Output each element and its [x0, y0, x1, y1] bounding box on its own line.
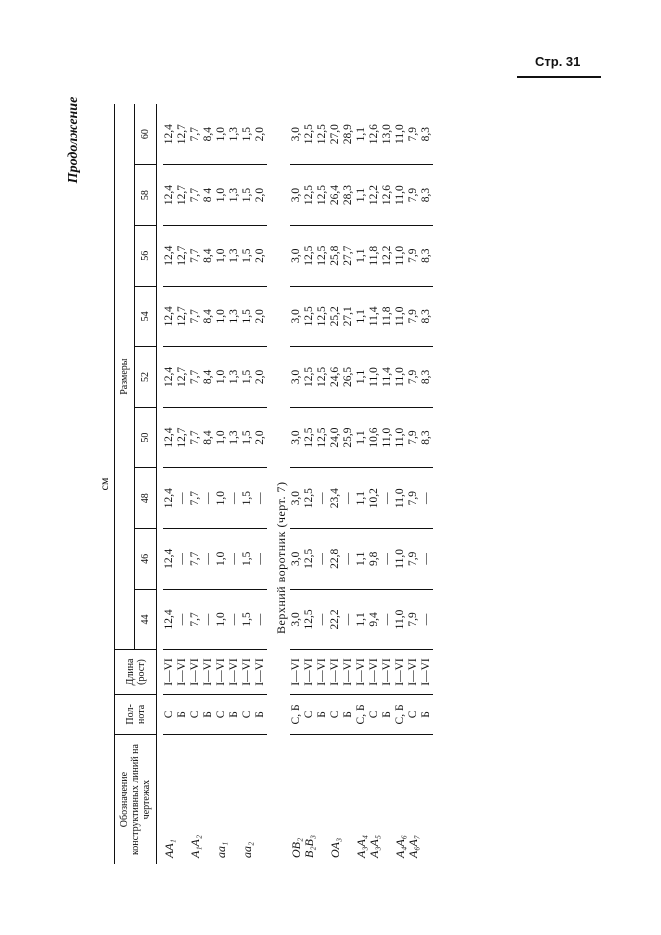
fullness-header: Пол-нота	[115, 694, 157, 734]
sizes-group-header: Размеры	[115, 104, 135, 650]
value-cell-size-52: 11,0	[368, 347, 381, 408]
table-row	[290, 104, 303, 864]
value-cell-size-52: 8,3	[420, 347, 433, 408]
value-cell-size-60: 1,1	[355, 104, 368, 165]
value-cell-size-56: 7,9	[407, 225, 420, 286]
table-body	[95, 104, 433, 864]
length-cell: I—VI	[189, 650, 202, 694]
fullness-cell: Б	[254, 694, 267, 734]
table-row	[303, 104, 316, 864]
value-cell-size-50: 24,0	[329, 407, 342, 468]
value-cell-size-54: 7,9	[407, 286, 420, 347]
value-cell-size-46: —	[202, 529, 215, 590]
value-cell-size-46: —	[176, 529, 189, 590]
value-cell-size-44: —	[254, 589, 267, 650]
value-cell-size-50: 12,4	[163, 407, 176, 468]
line-designation	[420, 735, 433, 864]
value-cell-size-54: 8,4	[202, 286, 215, 347]
length-header: Длина (рост)	[115, 650, 157, 694]
size-table	[95, 104, 433, 864]
value-cell-size-58: 1,0	[215, 165, 228, 226]
fullness-cell: Б	[176, 694, 189, 734]
value-cell-size-52: 12,4	[163, 347, 176, 408]
value-cell-size-56: 12,5	[316, 225, 329, 286]
value-cell-size-44: —	[316, 589, 329, 650]
value-cell-size-54: 11,8	[381, 286, 394, 347]
value-cell-size-56: 2,0	[254, 225, 267, 286]
value-cell-size-44: —	[420, 589, 433, 650]
table-row	[329, 104, 342, 864]
value-cell-size-58: 1,3	[228, 165, 241, 226]
value-cell-size-50: 7,9	[407, 407, 420, 468]
value-cell-size-48: 7,9	[407, 468, 420, 529]
value-cell-size-60: 11,0	[394, 104, 407, 165]
value-cell-size-50: 12,7	[176, 407, 189, 468]
table-row	[381, 104, 394, 864]
value-cell-size-44: 11,0	[394, 589, 407, 650]
value-cell-size-58: 8 4	[202, 165, 215, 226]
table-row	[202, 104, 215, 864]
table-row	[420, 104, 433, 864]
value-cell-size-60: 13,0	[381, 104, 394, 165]
value-cell-size-46: 1,0	[215, 529, 228, 590]
value-cell-size-54: 12,5	[316, 286, 329, 347]
value-cell-size-46: —	[316, 529, 329, 590]
value-cell-size-50: 8,4	[202, 407, 215, 468]
table-row	[215, 104, 228, 864]
value-cell-size-48: —	[381, 468, 394, 529]
value-cell-size-52: 1,5	[241, 347, 254, 408]
value-cell-size-44: 9,4	[368, 589, 381, 650]
value-cell-size-60: 12,5	[303, 104, 316, 165]
value-cell-size-50: 25,9	[342, 407, 355, 468]
length-cell: I—VI	[202, 650, 215, 694]
table-row	[163, 104, 176, 864]
length-cell: I—VI	[381, 650, 394, 694]
length-cell: I—VI	[368, 650, 381, 694]
page-number: Стр. 31	[535, 54, 581, 69]
table-row	[176, 104, 189, 864]
value-cell-size-54: 12,7	[176, 286, 189, 347]
value-cell-size-46: 11,0	[394, 529, 407, 590]
fullness-cell: С, Б	[355, 694, 368, 734]
value-cell-size-56: 1,3	[228, 225, 241, 286]
fullness-cell: Б	[202, 694, 215, 734]
value-cell-size-54: 1,1	[355, 286, 368, 347]
value-cell-size-58: 2,0	[254, 165, 267, 226]
value-cell-size-58: 28,3	[342, 165, 355, 226]
length-cell: I—VI	[254, 650, 267, 694]
value-cell-size-54: 12,5	[303, 286, 316, 347]
fullness-cell: Б	[228, 694, 241, 734]
value-cell-size-50: 12,5	[316, 407, 329, 468]
value-cell-size-54: 2,0	[254, 286, 267, 347]
value-cell-size-44: 1,5	[241, 589, 254, 650]
value-cell-size-48: 23,4	[329, 468, 342, 529]
value-cell-size-44: 7,9	[407, 589, 420, 650]
value-cell-size-46: 22,8	[329, 529, 342, 590]
value-cell-size-56: 27,7	[342, 225, 355, 286]
value-cell-size-50: 1,5	[241, 407, 254, 468]
value-cell-size-44: 1,0	[215, 589, 228, 650]
fullness-cell: С	[329, 694, 342, 734]
value-cell-size-52: 26,5	[342, 347, 355, 408]
size-header-48: 48	[134, 468, 156, 529]
value-cell-size-58: 12,6	[381, 165, 394, 226]
value-cell-size-60: 12,6	[368, 104, 381, 165]
value-cell-size-44: —	[202, 589, 215, 650]
value-cell-size-52: 2,0	[254, 347, 267, 408]
value-cell-size-60: 1,3	[228, 104, 241, 165]
table-row	[254, 104, 267, 864]
line-designation: A₁A₂	[188, 834, 202, 858]
length-cell: I—VI	[241, 650, 254, 694]
value-cell-size-54: 7,7	[189, 286, 202, 347]
value-cell-size-54: 27,1	[342, 286, 355, 347]
value-cell-size-60: 27,0	[329, 104, 342, 165]
value-cell-size-48: —	[228, 468, 241, 529]
value-cell-size-46: —	[420, 529, 433, 590]
line-designation: A₄A₆	[393, 834, 407, 858]
value-cell-size-46: 3,0	[290, 529, 303, 590]
fullness-cell: Б	[381, 694, 394, 734]
value-cell-size-50: 2,0	[254, 407, 267, 468]
value-cell-size-50: 3,0	[290, 407, 303, 468]
value-cell-size-48: 12,4	[163, 468, 176, 529]
value-cell-size-56: 3,0	[290, 225, 303, 286]
size-header-50: 50	[134, 407, 156, 468]
value-cell-size-46: —	[342, 529, 355, 590]
value-cell-size-60: 12,5	[316, 104, 329, 165]
value-cell-size-60: 7,9	[407, 104, 420, 165]
length-cell: I—VI	[355, 650, 368, 694]
line-header: Обозначение конструктивных линий на чертежах	[115, 735, 157, 864]
line-designation: B₂B₃	[302, 834, 316, 858]
value-cell-size-48: —	[254, 468, 267, 529]
size-header-52: 52	[134, 347, 156, 408]
section-title: Верхний воротник (черт. 7)	[274, 481, 288, 634]
value-cell-size-56: 12,4	[163, 225, 176, 286]
line-designation: aa₂	[240, 841, 254, 858]
value-cell-size-58: 7,9	[407, 165, 420, 226]
value-cell-size-52: 12,5	[303, 347, 316, 408]
fullness-cell: С	[189, 694, 202, 734]
value-cell-size-44: 3,0	[290, 589, 303, 650]
size-header-58: 58	[134, 165, 156, 226]
unit-label: см	[95, 104, 115, 864]
value-cell-size-58: 12,7	[176, 165, 189, 226]
value-cell-size-52: 24,6	[329, 347, 342, 408]
table-row	[189, 104, 202, 864]
value-cell-size-52: 11,4	[381, 347, 394, 408]
value-cell-size-46: 12,5	[303, 529, 316, 590]
value-cell-size-52: 7,9	[407, 347, 420, 408]
fullness-cell: С	[215, 694, 228, 734]
value-cell-size-48: 12,5	[303, 468, 316, 529]
value-cell-size-56: 7,7	[189, 225, 202, 286]
value-cell-size-58: 1,5	[241, 165, 254, 226]
value-cell-size-56: 8,4	[202, 225, 215, 286]
value-cell-size-46: —	[381, 529, 394, 590]
value-cell-size-48: 10,2	[368, 468, 381, 529]
page-rule	[517, 76, 601, 78]
value-cell-size-50: 11,0	[381, 407, 394, 468]
value-cell-size-52: 12,7	[176, 347, 189, 408]
length-cell: I—VI	[290, 650, 303, 694]
length-cell: I—VI	[303, 650, 316, 694]
value-cell-size-54: 11,0	[394, 286, 407, 347]
size-header-56: 56	[134, 225, 156, 286]
value-cell-size-46: 1,5	[241, 529, 254, 590]
table-row	[407, 104, 420, 864]
line-designation: OB₂	[289, 837, 303, 858]
value-cell-size-50: 1,0	[215, 407, 228, 468]
length-cell: I—VI	[394, 650, 407, 694]
fullness-cell: С, Б	[290, 694, 303, 734]
value-cell-size-56: 12,2	[381, 225, 394, 286]
value-cell-size-56: 8,3	[420, 225, 433, 286]
value-cell-size-48: 3,0	[290, 468, 303, 529]
value-cell-size-48: 7,7	[189, 468, 202, 529]
value-cell-size-60: 1,0	[215, 104, 228, 165]
fullness-cell: Б	[342, 694, 355, 734]
value-cell-size-60: 12,7	[176, 104, 189, 165]
value-cell-size-50: 10,6	[368, 407, 381, 468]
value-cell-size-58: 1,1	[355, 165, 368, 226]
fullness-cell: Б	[420, 694, 433, 734]
length-cell: I—VI	[329, 650, 342, 694]
line-designation: OA₃	[328, 837, 342, 858]
value-cell-size-52: 12,5	[316, 347, 329, 408]
value-cell-size-60: 12,4	[163, 104, 176, 165]
value-cell-size-54: 8,3	[420, 286, 433, 347]
table-row	[355, 104, 368, 864]
value-cell-size-58: 12,2	[368, 165, 381, 226]
size-header-44: 44	[134, 589, 156, 650]
value-cell-size-44: 7,7	[189, 589, 202, 650]
value-cell-size-44: 1,1	[355, 589, 368, 650]
value-cell-size-58: 26,4	[329, 165, 342, 226]
value-cell-size-44: —	[381, 589, 394, 650]
table-row	[241, 104, 254, 864]
value-cell-size-44: —	[342, 589, 355, 650]
fullness-cell: С	[303, 694, 316, 734]
value-cell-size-50: 1,3	[228, 407, 241, 468]
line-designation: aa₁	[214, 841, 228, 858]
value-cell-size-48: 1,0	[215, 468, 228, 529]
value-cell-size-56: 12,7	[176, 225, 189, 286]
table-row	[342, 104, 355, 864]
length-cell: I—VI	[215, 650, 228, 694]
table-row	[394, 104, 407, 864]
size-header-54: 54	[134, 286, 156, 347]
value-cell-size-50: 11,0	[394, 407, 407, 468]
value-cell-size-46: 12,4	[163, 529, 176, 590]
value-cell-size-54: 3,0	[290, 286, 303, 347]
length-cell: I—VI	[420, 650, 433, 694]
value-cell-size-48: 1,1	[355, 468, 368, 529]
value-cell-size-44: —	[176, 589, 189, 650]
value-cell-size-44: 12,4	[163, 589, 176, 650]
value-cell-size-46: 7,7	[189, 529, 202, 590]
fullness-cell: С	[163, 694, 176, 734]
value-cell-size-44: 22,2	[329, 589, 342, 650]
line-designation: A₃A₅	[367, 834, 381, 858]
value-cell-size-48: —	[202, 468, 215, 529]
value-cell-size-60: 1,5	[241, 104, 254, 165]
value-cell-size-56: 25,8	[329, 225, 342, 286]
value-cell-size-52: 1,1	[355, 347, 368, 408]
value-cell-size-60: 8,4	[202, 104, 215, 165]
value-cell-size-52: 1,3	[228, 347, 241, 408]
length-cell: I—VI	[176, 650, 189, 694]
value-cell-size-58: 12,4	[163, 165, 176, 226]
continuation-note: Продолжение	[66, 96, 81, 184]
rotated-table	[95, 104, 585, 864]
value-cell-size-54: 1,0	[215, 286, 228, 347]
fullness-cell: Б	[316, 694, 329, 734]
value-cell-size-50: 8,3	[420, 407, 433, 468]
fullness-cell: С	[241, 694, 254, 734]
value-cell-size-52: 11,0	[394, 347, 407, 408]
value-cell-size-56: 11,0	[394, 225, 407, 286]
value-cell-size-44: 12,5	[303, 589, 316, 650]
value-cell-size-44: —	[228, 589, 241, 650]
value-cell-size-48: 11,0	[394, 468, 407, 529]
value-cell-size-60: 2,0	[254, 104, 267, 165]
line-designation: AA₁	[162, 839, 176, 858]
value-cell-size-48: —	[316, 468, 329, 529]
value-cell-size-56: 1,1	[355, 225, 368, 286]
value-cell-size-48: —	[176, 468, 189, 529]
value-cell-size-60: 3,0	[290, 104, 303, 165]
value-cell-size-56: 11,8	[368, 225, 381, 286]
value-cell-size-46: —	[254, 529, 267, 590]
value-cell-size-52: 7,7	[189, 347, 202, 408]
value-cell-size-46: —	[228, 529, 241, 590]
value-cell-size-58: 8,3	[420, 165, 433, 226]
table-row	[316, 104, 329, 864]
length-cell: I—VI	[407, 650, 420, 694]
value-cell-size-58: 7,7	[189, 165, 202, 226]
length-cell: I—VI	[316, 650, 329, 694]
value-cell-size-54: 1,3	[228, 286, 241, 347]
value-cell-size-50: 1,1	[355, 407, 368, 468]
length-cell: I—VI	[228, 650, 241, 694]
value-cell-size-56: 12,5	[303, 225, 316, 286]
line-designation	[254, 735, 267, 864]
value-cell-size-48: —	[420, 468, 433, 529]
section-row	[273, 104, 290, 864]
value-cell-size-46: 9,8	[368, 529, 381, 590]
size-header-46: 46	[134, 529, 156, 590]
value-cell-size-46: 7,9	[407, 529, 420, 590]
value-cell-size-54: 12,4	[163, 286, 176, 347]
value-cell-size-54: 1,5	[241, 286, 254, 347]
value-cell-size-56: 1,0	[215, 225, 228, 286]
line-designation: A₆A₇	[406, 834, 420, 858]
value-cell-size-48: —	[342, 468, 355, 529]
fullness-cell: С	[407, 694, 420, 734]
value-cell-size-50: 12,5	[303, 407, 316, 468]
value-cell-size-58: 12,5	[303, 165, 316, 226]
value-cell-size-60: 7,7	[189, 104, 202, 165]
value-cell-size-58: 11,0	[394, 165, 407, 226]
table-row	[368, 104, 381, 864]
value-cell-size-56: 1,5	[241, 225, 254, 286]
table-row	[228, 104, 241, 864]
value-cell-size-58: 3,0	[290, 165, 303, 226]
value-cell-size-46: 1,1	[355, 529, 368, 590]
line-designation: A₃A₄	[354, 834, 368, 858]
value-cell-size-52: 3,0	[290, 347, 303, 408]
value-cell-size-50: 7,7	[189, 407, 202, 468]
length-cell: I—VI	[163, 650, 176, 694]
value-cell-size-52: 1,0	[215, 347, 228, 408]
size-header-60: 60	[134, 104, 156, 165]
value-cell-size-52: 8,4	[202, 347, 215, 408]
value-cell-size-58: 12,5	[316, 165, 329, 226]
fullness-cell: С, Б	[394, 694, 407, 734]
value-cell-size-54: 25,2	[329, 286, 342, 347]
length-cell: I—VI	[342, 650, 355, 694]
fullness-cell: С	[368, 694, 381, 734]
value-cell-size-60: 8,3	[420, 104, 433, 165]
value-cell-size-54: 11,4	[368, 286, 381, 347]
value-cell-size-48: 1,5	[241, 468, 254, 529]
value-cell-size-60: 28,9	[342, 104, 355, 165]
